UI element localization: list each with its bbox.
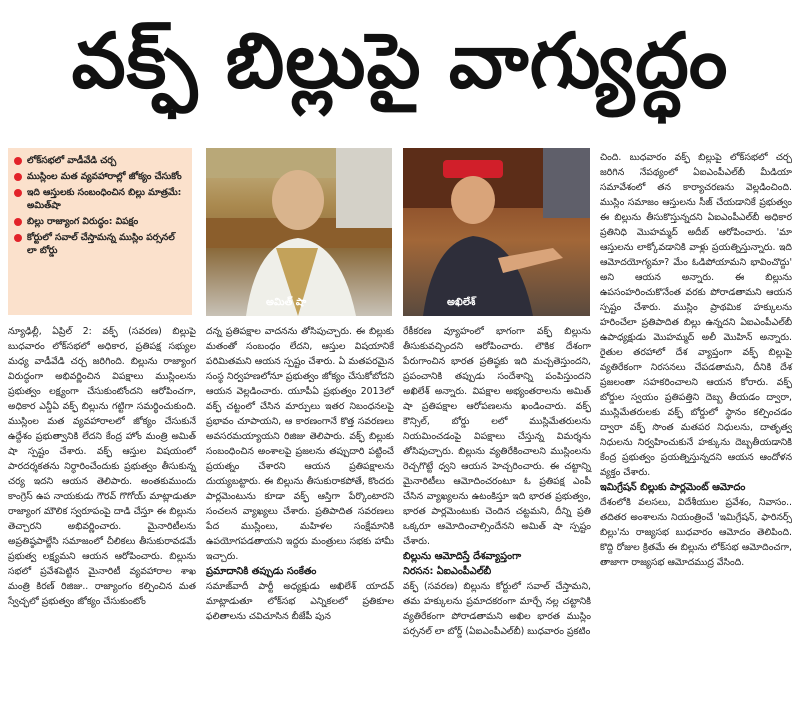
paragraph: రేకీకరణ వ్యూహంలో భాగంగా వక్ఫ్ బిల్లును తీసుకువచ్చిందని ఆరోపించారు. లౌకిక దేశంగా పేరుగాంచిన భారత ప్రతిష్ఠకు ఇది మచ్చతెస్తుందని, ప్రపంచానికి తప్పుడు సందేశాన్ని పంపిస్తుందని అఖిలేశ్ అన్నారు. విపక్షాల అభ్యంతరాలను అమిత్ షా ప్రతిపక్షాల ఆరోపణలను ఖండించారు. వక్ఫ్ కౌన్సిల్, బోర్డు లలో ముస్లిమేతరులను నియమించడంపై విపక్షాలు చేస్తున్న విమర్శను తోసిపుచ్చారు. బిల్లును వ్యతిరేకించాలని ముస్లింలను రెచ్చగొట్టే ధ్వని ఆయన హెచ్చరించారు. ఈ చట్టాన్ని మైనారిటీలు ఆమోదించరంటూ ఓ ప్రతిపక్ష ఎంపీ చేసిన వ్యాఖ్యలను ఉటంకిస్తూ ఇది భారత ప్రభుత్వం, భారత పార్లమెంటుకు చెందిన చట్టమని, దీన్ని ప్రతి ఒక్కరూ ఆమోదించాల్సిందేనని అమిత్ షా స్పష్టం చేశారు.	[403, 326, 591, 547]
article-column-2	[206, 324, 394, 624]
highlight-text: కోర్టులో సవాల్ చేస్తామన్న ముస్లిం పర్సనల్ లా బోర్డు	[27, 232, 175, 256]
highlights-list	[14, 154, 186, 257]
bullet-dot-icon	[14, 173, 22, 181]
headline: వక్ఫ్ బిల్లుపై వాగ్యుద్ధం	[71, 16, 729, 105]
highlight-item	[14, 231, 186, 257]
photo-akhilesh-illustration	[403, 148, 590, 316]
photo-caption: అమిత్ షా	[266, 297, 307, 308]
highlight-item	[14, 154, 186, 167]
subheading: ఇమిగ్రేషన్ బిల్లుకు పార్లమెంట్ ఆమోదం	[600, 482, 746, 493]
highlight-text: ఇది ఆస్తులకు సంబంధించిన బిల్లు మాత్రమే: అమిత్‌షా	[27, 187, 182, 211]
highlight-text: ముస్లింల మత వ్యవహారాల్లో జోక్యం చేసుకోం	[27, 171, 182, 182]
bullet-dot-icon	[14, 189, 22, 197]
bullet-dot-icon	[14, 234, 22, 242]
paragraph: వక్ఫ్ (సవరణ) బిల్లును కోర్టులో సవాల్ చేస్తామని, తమ హక్కులను ప్రమాదకరంగా మార్చే నల్ల చట్టానికి వ్యతిరేకంగా పోరాడతామని అఖిల భారత ముస్లిం పర్సనల్ లా బోర్డ్ (ఏఐఎంపీఎల్‌బీ) బుధవారం ప్రకటిం	[403, 581, 591, 637]
paragraph: సమాజ్‌వాదీ పార్టీ అధ్యక్షుడు అఖిలేశ్ యాదవ్ మాట్లాడుతూ లోక్‌సభ ఎన్నికలలో ప్రతికూల ఫలితాలను చవిచూసిన బీజేపీ పున	[206, 581, 394, 622]
paragraph: చింది. బుధవారం వక్ఫ్ బిల్లుపై లోక్‌సభలో చర్చ జరిగిన నేపథ్యంలో ఏఐఎంపీఎల్‌బీ మీడియా సమావేశంలో తన కార్యాచరణను వెల్లడించింది. ముస్లిం సమాజం ఆస్తులను సీజ్ చేయడానికే ప్రభుత్వం ఈ బిల్లును తీసుకొస్తున్నదని ఏఐఎంపీఎల్‌బీ అధికార ప్రతినిధి మొహమ్మద్ అదీబ్ ఆరోపించారు. 'మా ఆస్తులను లాక్కోవడానికి వాళ్లు ప్రయత్నిస్తున్నారు. ఇది ఆమోదయోగ్యమా? మేం ఓడిపోయామని భావించొద్దు' అని ఆయన అన్నారు. ఈ బిల్లును ఉపసంహరించుకొనేంత వరకు పోరాడతామని ఆయన స్పష్టం చేశారు. ముస్లిం ప్రాథమిక హక్కులను హరించేలా ప్రతిపాదిత బిల్లు ఉన్నదని ఏఐఎంపీఎల్‌బీ ఉపాధ్యక్షుడు మొహమ్మద్ అలీ మొహిన్ అన్నారు. రైతుల తరహాలో దేశ వ్యాప్తంగా వక్ఫ్ బిల్లుపై వ్యతిరేకంగా నిరసనలు చేపడతామని, దీనికి దేశ ప్రజలంతా సహకరించాలని ఆయన కోరారు. వక్ఫ్ బోర్డుల స్వయం ప్రతిపత్తిని దెబ్బ తీయడం ద్వారా, ముస్లిమేతరులకు వక్ఫ్ బోర్డులో స్థానం కల్పించడం ద్వారా వక్ఫ్ సొంత మతపర నిధులను, దాతృత్వ నిధులను నిర్వహించుకునే హక్కును దెబ్బతీయడానికి కేంద్ర ప్రభుత్వం ప్రయత్నిస్తున్నదని ఆయన ఆందోళన వ్యక్తం చేశారు.	[600, 152, 792, 478]
article-column-4	[600, 150, 792, 570]
paragraph: దేశంలోకి వలసలు, విదేశీయుల ప్రవేశం, నివాసం.. తదితర అంశాలను నియంత్రించే 'ఇమిగ్రేషన్, ఫారినర్స్ బిల్లు'ను రాజ్యసభ బుధవారం ఆమోదం తెలిపింది. కొద్ది రోజుల క్రితమే ఈ బిల్లును లోక్‌సభ ఆమోదించగా, తాజాగా రాజ్యసభ ఆమోదముద్ర వేసింది.	[600, 497, 792, 568]
bullet-dot-icon	[14, 218, 22, 226]
highlight-item	[14, 170, 186, 183]
photo-akhilesh	[403, 148, 590, 316]
article-column-3	[403, 324, 591, 639]
highlight-item	[14, 186, 186, 212]
photo-amit-shah	[206, 148, 392, 316]
subheading: నిరసన: ఏఐఎంపీఎల్‌బీ	[403, 566, 492, 577]
photo-amit-shah-illustration	[206, 148, 392, 316]
subheading: బిల్లును ఆమోదిస్తే దేశవ్యాప్తంగా	[403, 551, 522, 562]
article-column-1	[8, 324, 196, 609]
highlight-text: లోక్‌సభలో వాడీవేడి చర్చ	[27, 155, 117, 166]
highlight-item	[14, 215, 186, 228]
highlights-box	[8, 148, 192, 315]
subheading: ప్రమాదానికి తప్పుడు సంకేతం	[206, 566, 317, 577]
paragraph: న్యూఢిల్లీ, ఏప్రిల్ 2: వక్ఫ్ (సవరణ) బిల్లుపై బుధవారం లోక్‌సభలో అధికార, ప్రతిపక్ష సభ్యుల మధ్య వాడీవేడి చర్చ జరిగింది. బిల్లును రాజ్యాంగ విరుద్ధంగా అభివర్ణించిన విపక్షాలు ముస్లింలను ప్రభుత్వం లక్ష్యంగా చేసుకుంటోందని ఆరోపించగా, అధికార ఎన్డీఏ వక్ఫ్ బిల్లును గట్టిగా సమర్థించుకుంది. ముస్లింల మత వ్యవహారాలలో జోక్యం చేసుకునే ఉద్దేశం ప్రభుత్వానికి లేదని కేంద్ర హోం మంత్రి అమిత్ షా స్పష్టం చేశారు. వక్ఫ్ ఆస్తుల విషయంలో పారదర్శకతను నిర్ధారించేందుకు ప్రభుత్వం తీసుకున్న చర్య ఇదని ఆయన తెలిపారు. అంతకుముందు కాంగ్రెస్ ఉప నాయకుడు గౌరవ్ గొగోయ్ మాట్లాడుతూ రాజ్యాంగ మౌలిక స్వరూపంపై దాడి చేస్తూ ఈ బిల్లును తెచ్చారని అభివర్ణించారు. మైనారిటీలను అప్రతిష్ఠపాల్జేసి సమాజంలో చీలికలు తీసుకురావడమే ప్రభుత్వ లక్ష్యమని ఆయన ఆరోపించారు. బిల్లును సభలో ప్రవేశపెట్టిన మైనారిటీ వ్యవహారాల శాఖ మంత్రి కిరణ్ రిజిజు.. రాజ్యాంగం కల్పించిన మత స్వేచ్ఛలో ప్రభుత్వం జోక్యం చేసుకుంటోం	[8, 326, 196, 607]
highlight-text: బిల్లు రాజ్యాంగ విరుద్ధం: విపక్షం	[27, 216, 139, 227]
bullet-dot-icon	[14, 157, 22, 165]
photo-caption: అఖిలేశ్	[447, 297, 476, 308]
paragraph: దన్న ప్రతిపక్షాల వాదనను తోసిపుచ్చారు. ఈ బిల్లుకు మతంతో సంబంధం లేదని, ఆస్తుల విషయానికే పరిమితమని ఆయన స్పష్టం చేశారు. ఏ మతపరమైన సంస్థ నిర్వహణలోనూ ప్రభుత్వం జోక్యం చేసుకోబోదని ఆయన వెల్లడించారు. యూపీఏ ప్రభుత్వం 2013లో వక్ఫ్ చట్టంలో చేసిన మార్పులు ఇతర నిబంధనలపై ప్రభావం చూపాయని, ఆ కారణంగానే కొత్త సవరణలు అవసరమయ్యాయని రిజిజు తెలిపారు. వక్ఫ్ బిల్లుకు సంబంధించిన అంశాలపై ప్రజలను తప్పుదారి పట్టించే ప్రయత్నం చేశారని ఆయన ప్రతిపక్షాలను దుయ్యబట్టారు. ఈ బిల్లును తీసుకురాకపోతే, కొందరు పార్లమెంటును కూడా వక్ఫ్ ఆస్తిగా పేర్కొంటారని సంచలన వ్యాఖ్యలు చేశారు. ప్రతిపాదిత సవరణలు పేద ముస్లింలు, మహిళల సంక్షేమానికి ఉపయోగపడతాయని ఇద్దరు మంత్రులు సభకు హామీ ఇచ్చారు.	[206, 326, 394, 562]
